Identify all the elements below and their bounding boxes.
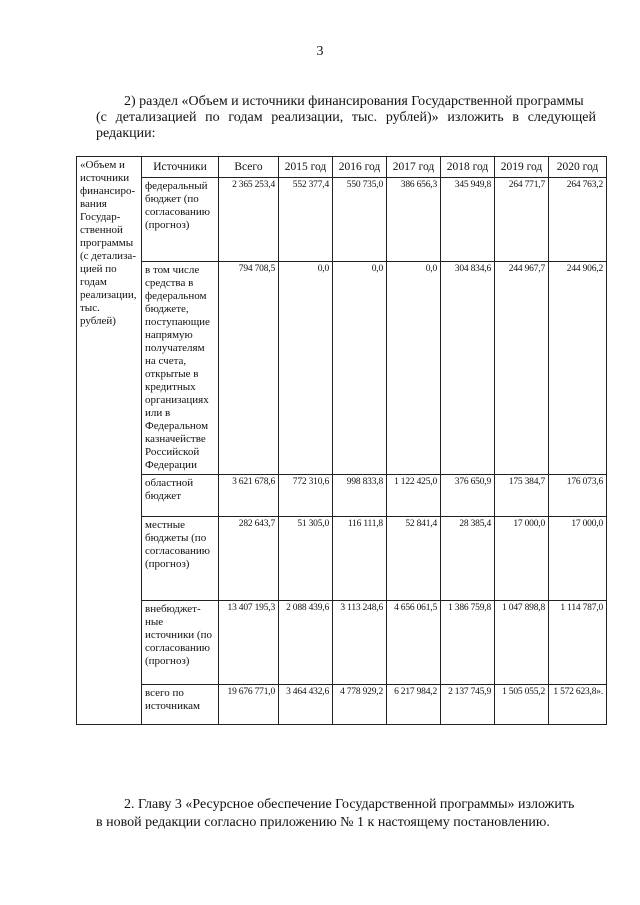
value-2015: 3 464 432,6 — [279, 685, 333, 725]
source-cell: федеральный бюджет (по согласованию (прогноз) — [142, 178, 219, 262]
header-2016: 2016 год — [333, 157, 387, 178]
header-2015: 2015 год — [279, 157, 333, 178]
value-2015: 0,0 — [279, 262, 333, 475]
value-total: 3 621 678,6 — [219, 475, 279, 517]
value-2019: 1 505 055,2 — [495, 685, 549, 725]
value-total: 794 708,5 — [219, 262, 279, 475]
value-2019: 175 384,7 — [495, 475, 549, 517]
intro-line-1: 2) раздел «Объем и источники финансирования Государственной программы — [124, 94, 584, 109]
value-2017: 6 217 984,2 — [387, 685, 441, 725]
value-2019: 1 047 898,8 — [495, 601, 549, 685]
source-cell: внебюджетные источники (по согласованию (прогноз) — [142, 601, 219, 685]
value-2015: 51 305,0 — [279, 517, 333, 601]
value-2016: 116 111,8 — [333, 517, 387, 601]
table-row-local — [77, 517, 607, 601]
header-2018: 2018 год — [441, 157, 495, 178]
table-row-regional — [77, 475, 607, 517]
value-2017: 0,0 — [387, 262, 441, 475]
value-2019: 264 771,7 — [495, 178, 549, 262]
outro-line-2: в новой редакции согласно приложению № 1 к настоящему постановлению. — [96, 815, 550, 830]
header-total: Всего — [219, 157, 279, 178]
source-cell: всего по источникам — [142, 685, 219, 725]
value-2017: 52 841,4 — [387, 517, 441, 601]
value-2019: 17 000,0 — [495, 517, 549, 601]
parameter-cell: «Объем и источники финансирования Государственной программы (с детализацией по годам реализации, тыс. рублей) — [77, 157, 142, 725]
value-2018: 376 650,9 — [441, 475, 495, 517]
value-2017: 4 656 061,5 — [387, 601, 441, 685]
intro-line-3: редакции: — [96, 126, 156, 141]
value-total: 282 643,7 — [219, 517, 279, 601]
value-2018: 345 949,8 — [441, 178, 495, 262]
value-2015: 2 088 439,6 — [279, 601, 333, 685]
value-2016: 998 833,8 — [333, 475, 387, 517]
value-2020: 264 763,2 — [549, 178, 607, 262]
value-total: 13 407 195,3 — [219, 601, 279, 685]
value-2018: 28 385,4 — [441, 517, 495, 601]
intro-line-2: (с детализацией по годам реализации, тыс. рублей)» изложить в следующей — [96, 110, 596, 125]
value-2018: 2 137 745,9 — [441, 685, 495, 725]
intro-paragraph — [96, 94, 596, 142]
header-sources: Источники — [142, 157, 219, 178]
value-total: 2 365 253,4 — [219, 178, 279, 262]
value-2016: 3 113 248,6 — [333, 601, 387, 685]
table-row-total — [77, 685, 607, 725]
financing-table — [76, 156, 607, 725]
table-row-federal-direct — [77, 262, 607, 475]
value-2016: 550 735,0 — [333, 178, 387, 262]
value-2018: 304 834,6 — [441, 262, 495, 475]
value-2016: 4 778 929,2 — [333, 685, 387, 725]
header-2019: 2019 год — [495, 157, 549, 178]
value-2015: 772 310,6 — [279, 475, 333, 517]
value-2020: 1 114 787,0 — [549, 601, 607, 685]
table-row-federal — [77, 178, 607, 262]
value-2020: 176 073,6 — [549, 475, 607, 517]
value-2016: 0,0 — [333, 262, 387, 475]
value-2015: 552 377,4 — [279, 178, 333, 262]
header-2017: 2017 год — [387, 157, 441, 178]
value-2017: 1 122 425,0 — [387, 475, 441, 517]
table-row-extrabudgetary — [77, 601, 607, 685]
page-number: 3 — [316, 44, 324, 59]
table-header-row — [77, 157, 607, 178]
source-cell: в том числе средства в федеральном бюджете, поступающие напрямую получателям на счета, открытые в кредитных организациях или в Федеральном казначействе Российской Федерации — [142, 262, 219, 475]
value-2019: 244 967,7 — [495, 262, 549, 475]
value-total: 19 676 771,0 — [219, 685, 279, 725]
value-2020: 1 572 623,8». — [549, 685, 607, 725]
source-cell: областной бюджет — [142, 475, 219, 517]
outro-line-1: 2. Главу 3 «Ресурсное обеспечение Государственной программы» изложить — [124, 797, 575, 812]
value-2020: 244 906,2 — [549, 262, 607, 475]
value-2020: 17 000,0 — [549, 517, 607, 601]
source-cell: местные бюджеты (по согласованию (прогноз) — [142, 517, 219, 601]
header-2020: 2020 год — [549, 157, 607, 178]
outro-paragraph — [96, 796, 596, 832]
value-2018: 1 386 759,8 — [441, 601, 495, 685]
value-2017: 386 656,3 — [387, 178, 441, 262]
